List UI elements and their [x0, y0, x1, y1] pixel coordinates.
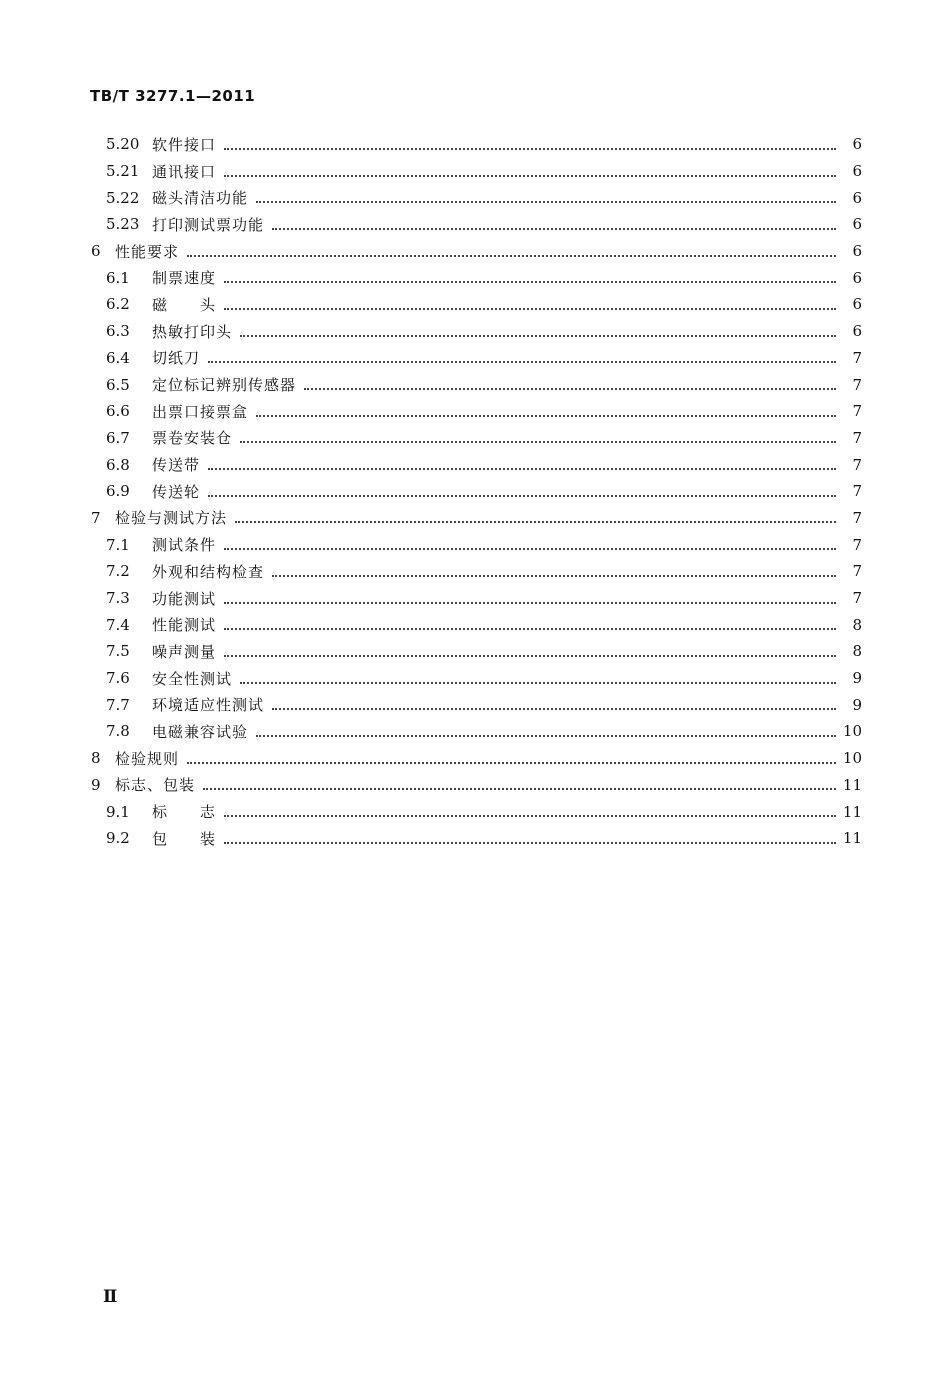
- toc-dot-leader: [208, 360, 836, 363]
- toc-entry-number: 7.4: [106, 615, 130, 634]
- toc-entry-page: 11: [842, 829, 862, 848]
- toc-entry-title: 检验规则: [115, 749, 180, 768]
- toc-entry-number: 6.5: [106, 375, 130, 394]
- toc-entry-title: 标志、包装: [115, 776, 196, 795]
- toc-entry-title: 切纸刀: [152, 349, 201, 368]
- toc-entry-page: 6: [852, 268, 862, 287]
- toc-entry: [0, 451, 950, 478]
- toc-entry-title: 传送带: [152, 456, 201, 475]
- toc-entry-title: 通讯接口: [152, 162, 217, 181]
- toc-entry-number: 7.6: [106, 669, 130, 688]
- toc-dot-leader: [208, 467, 836, 470]
- toc-entry: [0, 745, 950, 772]
- toc-entry-number: 7.7: [106, 695, 130, 714]
- toc-entry-number: 5.20: [106, 135, 140, 154]
- toc-entry: [0, 798, 950, 825]
- toc-entry-page: 7: [852, 589, 862, 608]
- toc-dot-leader: [256, 734, 836, 737]
- toc-entry: [0, 425, 950, 452]
- toc-entry-title: 功能测试: [152, 589, 217, 608]
- toc-entry: [0, 825, 950, 852]
- toc-entry-title: 磁 头: [152, 295, 217, 314]
- toc-dot-leader: [187, 254, 836, 257]
- toc-entry: [0, 318, 950, 345]
- toc-entry-page: 6: [852, 135, 862, 154]
- toc-dot-leader: [235, 520, 836, 523]
- toc-entry-title: 定位标记辨别传感器: [152, 376, 297, 395]
- toc-dot-leader: [304, 387, 836, 390]
- toc-dot-leader: [224, 841, 836, 844]
- toc-dot-leader: [224, 654, 836, 657]
- toc-entry-page: 7: [852, 455, 862, 474]
- toc-entry: [0, 345, 950, 372]
- toc-entry-title: 噪声测量: [152, 642, 217, 661]
- toc-entry-title: 标 志: [152, 803, 217, 822]
- toc-entry-number: 7.2: [106, 562, 130, 581]
- toc-entry: [0, 478, 950, 505]
- toc-entry: [0, 238, 950, 265]
- toc-dot-leader: [224, 280, 836, 283]
- toc-entry: [0, 638, 950, 665]
- toc-entry-number: 6.4: [106, 348, 130, 367]
- toc-entry: [0, 691, 950, 718]
- toc-dot-leader: [224, 627, 836, 630]
- toc-dot-leader: [256, 414, 836, 417]
- toc-entry-page: 7: [852, 428, 862, 447]
- toc-entry-page: 7: [852, 402, 862, 421]
- table-of-contents: [0, 131, 950, 852]
- toc-entry-page: 7: [852, 482, 862, 501]
- toc-entry-number: 9: [91, 775, 101, 794]
- toc-dot-leader: [240, 440, 836, 443]
- toc-entry: [0, 665, 950, 692]
- toc-entry-page: 6: [852, 188, 862, 207]
- toc-entry-title: 性能测试: [152, 616, 217, 635]
- toc-entry-number: 6.9: [106, 482, 130, 501]
- page-folio: Ⅱ: [103, 1287, 118, 1307]
- toc-entry: [0, 184, 950, 211]
- toc-entry-page: 8: [852, 642, 862, 661]
- toc-dot-leader: [224, 147, 836, 150]
- toc-entry-page: 7: [852, 508, 862, 527]
- toc-entry-page: 6: [852, 322, 862, 341]
- toc-entry-title: 制票速度: [152, 269, 217, 288]
- toc-entry-title: 性能要求: [115, 242, 180, 261]
- toc-entry-number: 5.22: [106, 188, 140, 207]
- toc-entry-page: 10: [842, 749, 862, 768]
- toc-entry-title: 软件接口: [152, 135, 217, 154]
- toc-entry-title: 外观和结构检查: [152, 562, 265, 581]
- toc-entry-title: 安全性测试: [152, 669, 233, 688]
- toc-entry: [0, 264, 950, 291]
- standard-number: TB/T 3277.1—2011: [90, 87, 256, 105]
- toc-entry-title: 传送轮: [152, 482, 201, 501]
- toc-entry-number: 7.8: [106, 722, 130, 741]
- toc-entry: [0, 531, 950, 558]
- toc-entry-page: 9: [852, 695, 862, 714]
- toc-entry: [0, 291, 950, 318]
- toc-entry-number: 9.1: [106, 802, 130, 821]
- toc-entry-number: 6.6: [106, 402, 130, 421]
- toc-dot-leader: [224, 601, 836, 604]
- toc-dot-leader: [272, 707, 836, 710]
- toc-entry: [0, 611, 950, 638]
- toc-entry: [0, 211, 950, 238]
- toc-entry-number: 6.8: [106, 455, 130, 474]
- toc-dot-leader: [208, 494, 836, 497]
- toc-dot-leader: [224, 814, 836, 817]
- toc-entry: [0, 505, 950, 532]
- toc-entry: [0, 131, 950, 158]
- toc-entry-page: 6: [852, 242, 862, 261]
- toc-entry-page: 8: [852, 615, 862, 634]
- toc-dot-leader: [187, 761, 836, 764]
- toc-entry: [0, 558, 950, 585]
- toc-entry-number: 5.23: [106, 215, 140, 234]
- toc-entry-page: 7: [852, 535, 862, 554]
- toc-dot-leader: [272, 574, 836, 577]
- toc-entry-number: 7.5: [106, 642, 130, 661]
- toc-entry: [0, 371, 950, 398]
- toc-entry-number: 6.7: [106, 428, 130, 447]
- toc-entry-page: 7: [852, 348, 862, 367]
- toc-entry-page: 9: [852, 669, 862, 688]
- toc-entry-title: 磁头清洁功能: [152, 189, 249, 208]
- toc-entry-title: 检验与测试方法: [115, 509, 228, 528]
- toc-entry-page: 11: [842, 802, 862, 821]
- toc-entry-number: 5.21: [106, 162, 140, 181]
- toc-entry-title: 测试条件: [152, 536, 217, 555]
- toc-entry-title: 出票口接票盒: [152, 402, 249, 421]
- toc-entry-page: 6: [852, 162, 862, 181]
- toc-dot-leader: [272, 227, 836, 230]
- toc-entry-page: 6: [852, 295, 862, 314]
- toc-dot-leader: [256, 200, 836, 203]
- toc-entry: [0, 585, 950, 612]
- toc-entry-number: 6.1: [106, 268, 130, 287]
- toc-entry-number: 7.1: [106, 535, 130, 554]
- toc-entry-page: 7: [852, 562, 862, 581]
- toc-entry-title: 热敏打印头: [152, 322, 233, 341]
- toc-entry-number: 6.3: [106, 322, 130, 341]
- toc-entry: [0, 158, 950, 185]
- toc-entry-title: 电磁兼容试验: [152, 722, 249, 741]
- toc-entry: [0, 718, 950, 745]
- toc-entry-title: 包 装: [152, 829, 217, 848]
- toc-entry-title: 票卷安装仓: [152, 429, 233, 448]
- toc-entry-title: 环境适应性测试: [152, 696, 265, 715]
- toc-dot-leader: [240, 681, 836, 684]
- toc-entry-number: 9.2: [106, 829, 130, 848]
- toc-entry-number: 7: [91, 508, 101, 527]
- toc-entry: [0, 772, 950, 799]
- toc-dot-leader: [203, 787, 836, 790]
- toc-dot-leader: [224, 547, 836, 550]
- toc-entry-number: 6.2: [106, 295, 130, 314]
- toc-dot-leader: [224, 307, 836, 310]
- toc-entry-page: 11: [842, 775, 862, 794]
- toc-entry-number: 7.3: [106, 589, 130, 608]
- toc-entry-number: 8: [91, 749, 101, 768]
- toc-dot-leader: [224, 174, 836, 177]
- toc-entry-page: 10: [842, 722, 862, 741]
- toc-entry: [0, 398, 950, 425]
- toc-entry-number: 6: [91, 242, 101, 261]
- toc-entry-title: 打印测试票功能: [152, 215, 265, 234]
- toc-entry-page: 6: [852, 215, 862, 234]
- toc-entry-page: 7: [852, 375, 862, 394]
- toc-dot-leader: [240, 334, 836, 337]
